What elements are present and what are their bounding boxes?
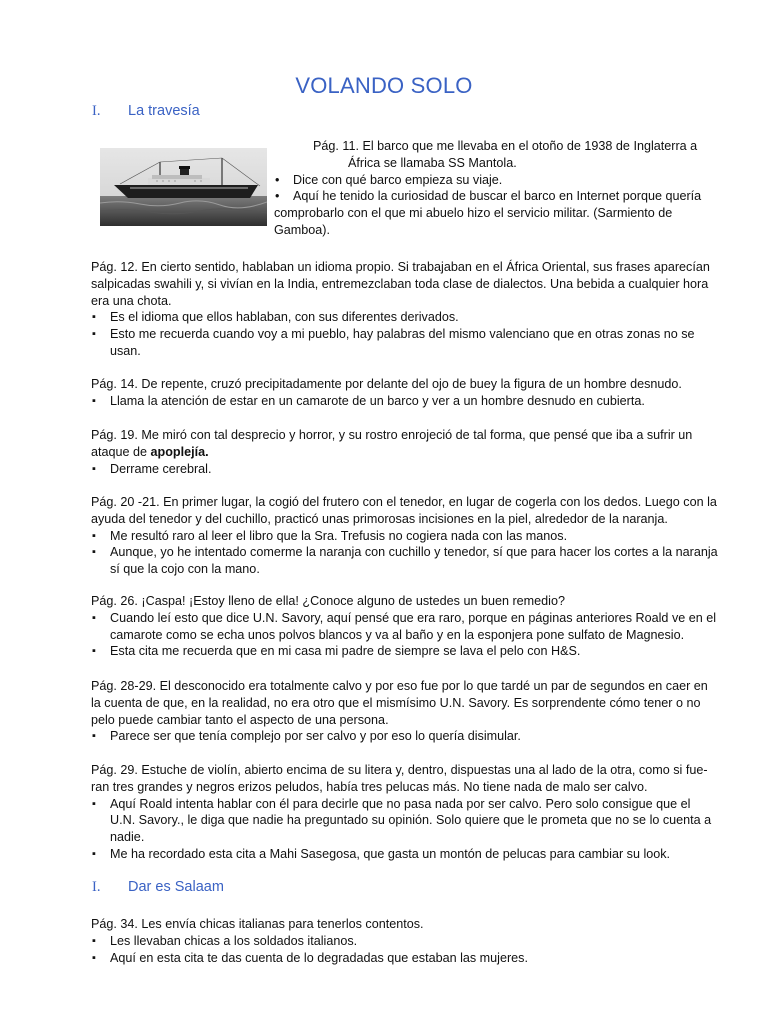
quote-paragraph	[91, 427, 719, 461]
quote-text: Pág. 19. Me miró con tal desprecio y horror, y su rostro enrojeció de tal forma, que pensé que iba a sufrir un ataque de	[91, 428, 693, 459]
section-number: I.	[92, 879, 101, 895]
list-item: ▪ Aquí en esta cita te das cuenta de lo degradadas que estaban las mujeres.	[91, 950, 719, 967]
list-item: ▪ Me resultó raro al leer el libro que la Sra. Trefusis no cogiera nada con las manos.	[91, 528, 719, 545]
quote-paragraph: Pág. 20 -21. En primer lugar, la cogió del frutero con el tenedor, en lugar de cogerla con los dedos. Luego con la ayuda del tenedor y del cuchillo, practicó unas primorosas incisiones en la piel, alrededor de la naranja.	[91, 495, 717, 526]
list-item: ▪ Es el idioma que ellos hablaban, con sus diferentes derivados.	[91, 309, 719, 326]
list-item: ▪ Aunque, yo he intentado comerme la naranja con cuchillo y tenedor, sí que para hacer los cortes a la naranja sí que la cojo con la mano.	[91, 544, 719, 578]
section-title: La travesía	[128, 103, 200, 119]
quote-paragraph: Pág. 14. De repente, cruzó precipitadamente por delante del ojo de buey la figura de un hombre desnudo.	[91, 377, 682, 391]
quote-paragraph: Pág. 12. En cierto sentido, hablaban un idioma propio. Si trabajaban en el África Oriental, sus frases aparecían salpicadas swahili y, si vivían en la India, entremezclaban toda clase de dialectos. Una bebida a cualquier hora era una chota.	[91, 260, 710, 308]
note-pag-19	[91, 427, 719, 477]
bullet-list	[91, 610, 719, 660]
list-item: ▪ Les llevaban chicas a los soldados italianos.	[91, 933, 719, 950]
intro-bullet: • Dice con qué barco empieza su viaje.	[274, 172, 720, 189]
section-number: I.	[92, 103, 101, 119]
intro-continuation: comprobarlo con el que mi abuelo hizo el servicio militar. (Sarmiento de	[274, 206, 673, 221]
note-pag-14	[91, 376, 719, 410]
intro-continuation: Gamboa).	[274, 222, 330, 237]
intro-bullet: • Aquí he tenido la curiosidad de buscar el barco en Internet porque quería	[274, 188, 720, 205]
list-item: ▪ Me ha recordado esta cita a Mahi Sasegosa, que gasta un montón de pelucas para cambiar su look.	[91, 846, 719, 863]
intro-caption-line: Pág. 11. El barco que me llevaba en el otoño de 1938 de Inglaterra a	[313, 139, 698, 153]
list-item: ▪ Parece ser que tenía complejo por ser calvo y por eso lo quería disimular.	[91, 728, 719, 745]
bullet-list	[91, 461, 719, 478]
section-heading-la-travesia	[92, 101, 200, 121]
quote-paragraph: Pág. 28-29. El desconocido era totalmente calvo y por eso fue por lo que tardé un par de segundos en caer en la cuenta de que, en la realidad, no era otro que el mismísimo U.N. Savory. Es sorprendente cómo tener o no pelo puede cambiar tanto el aspecto de una persona.	[91, 679, 708, 727]
intro-block	[274, 138, 720, 239]
section-title: Dar es Salaam	[128, 879, 224, 895]
intro-caption-line: África se llamaba SS Mantola.	[348, 155, 517, 170]
note-pag-20-21	[91, 494, 719, 578]
quote-paragraph: Pág. 34. Les envía chicas italianas para tenerlos contentos.	[91, 917, 424, 931]
bullet-list	[91, 528, 719, 578]
list-item: ▪ Derrame cerebral.	[91, 461, 719, 478]
list-item: ▪ Esta cita me recuerda que en mi casa mi padre de siempre se lava el pelo con H&S.	[91, 643, 719, 660]
note-pag-29	[91, 762, 719, 863]
list-item: ▪ Cuando leí esto que dice U.N. Savory, aquí pensé que era raro, porque en páginas anteriores Roald ve en el camarote como se echa unos polvos blancos y va al baño y en la esponjera pone sulfato de Magnesio.	[91, 610, 719, 644]
bullet-list	[91, 933, 719, 967]
list-item: ▪ Aquí Roald intenta hablar con él para decirle que no pasa nada por ser calvo. Pero solo consigue que el U.N. Savory., le diga que nadie ha preguntado su opinión. Solo quiere que le prometa que no se lo cuenta a nadie.	[91, 796, 719, 846]
section-heading-dar-es-salaam	[92, 877, 224, 897]
quote-paragraph: Pág. 26. ¡Caspa! ¡Estoy lleno de ella! ¿Conoce alguno de ustedes un buen remedio?	[91, 594, 565, 608]
list-item: ▪ Esto me recuerda cuando voy a mi pueblo, hay palabras del mismo valenciano que en otras zonas no se usan.	[91, 326, 719, 360]
ship-photo	[100, 148, 267, 226]
note-pag-12	[91, 259, 719, 360]
bullet-list	[91, 393, 719, 410]
bullet-list	[91, 309, 719, 359]
emphasized-word: apoplejía.	[150, 444, 209, 459]
bullet-list	[91, 728, 719, 745]
quote-paragraph: Pág. 29. Estuche de violín, abierto encima de su litera y, dentro, dispuestas una al lado de la otra, como si fue-ran tres grandes y negros erizos peludos, había tres pelucas más. No tiene nada de malo ser calvo.	[91, 763, 708, 794]
ship-image	[100, 148, 267, 226]
list-item: ▪ Llama la atención de estar en un camarote de un barco y ver a un hombre desnudo en cubierta.	[91, 393, 719, 410]
note-pag-34	[91, 916, 719, 966]
bullet-list	[91, 796, 719, 863]
note-pag-28-29	[91, 678, 719, 745]
note-pag-26	[91, 593, 719, 660]
document-title: VOLANDO SOLO	[295, 73, 473, 98]
